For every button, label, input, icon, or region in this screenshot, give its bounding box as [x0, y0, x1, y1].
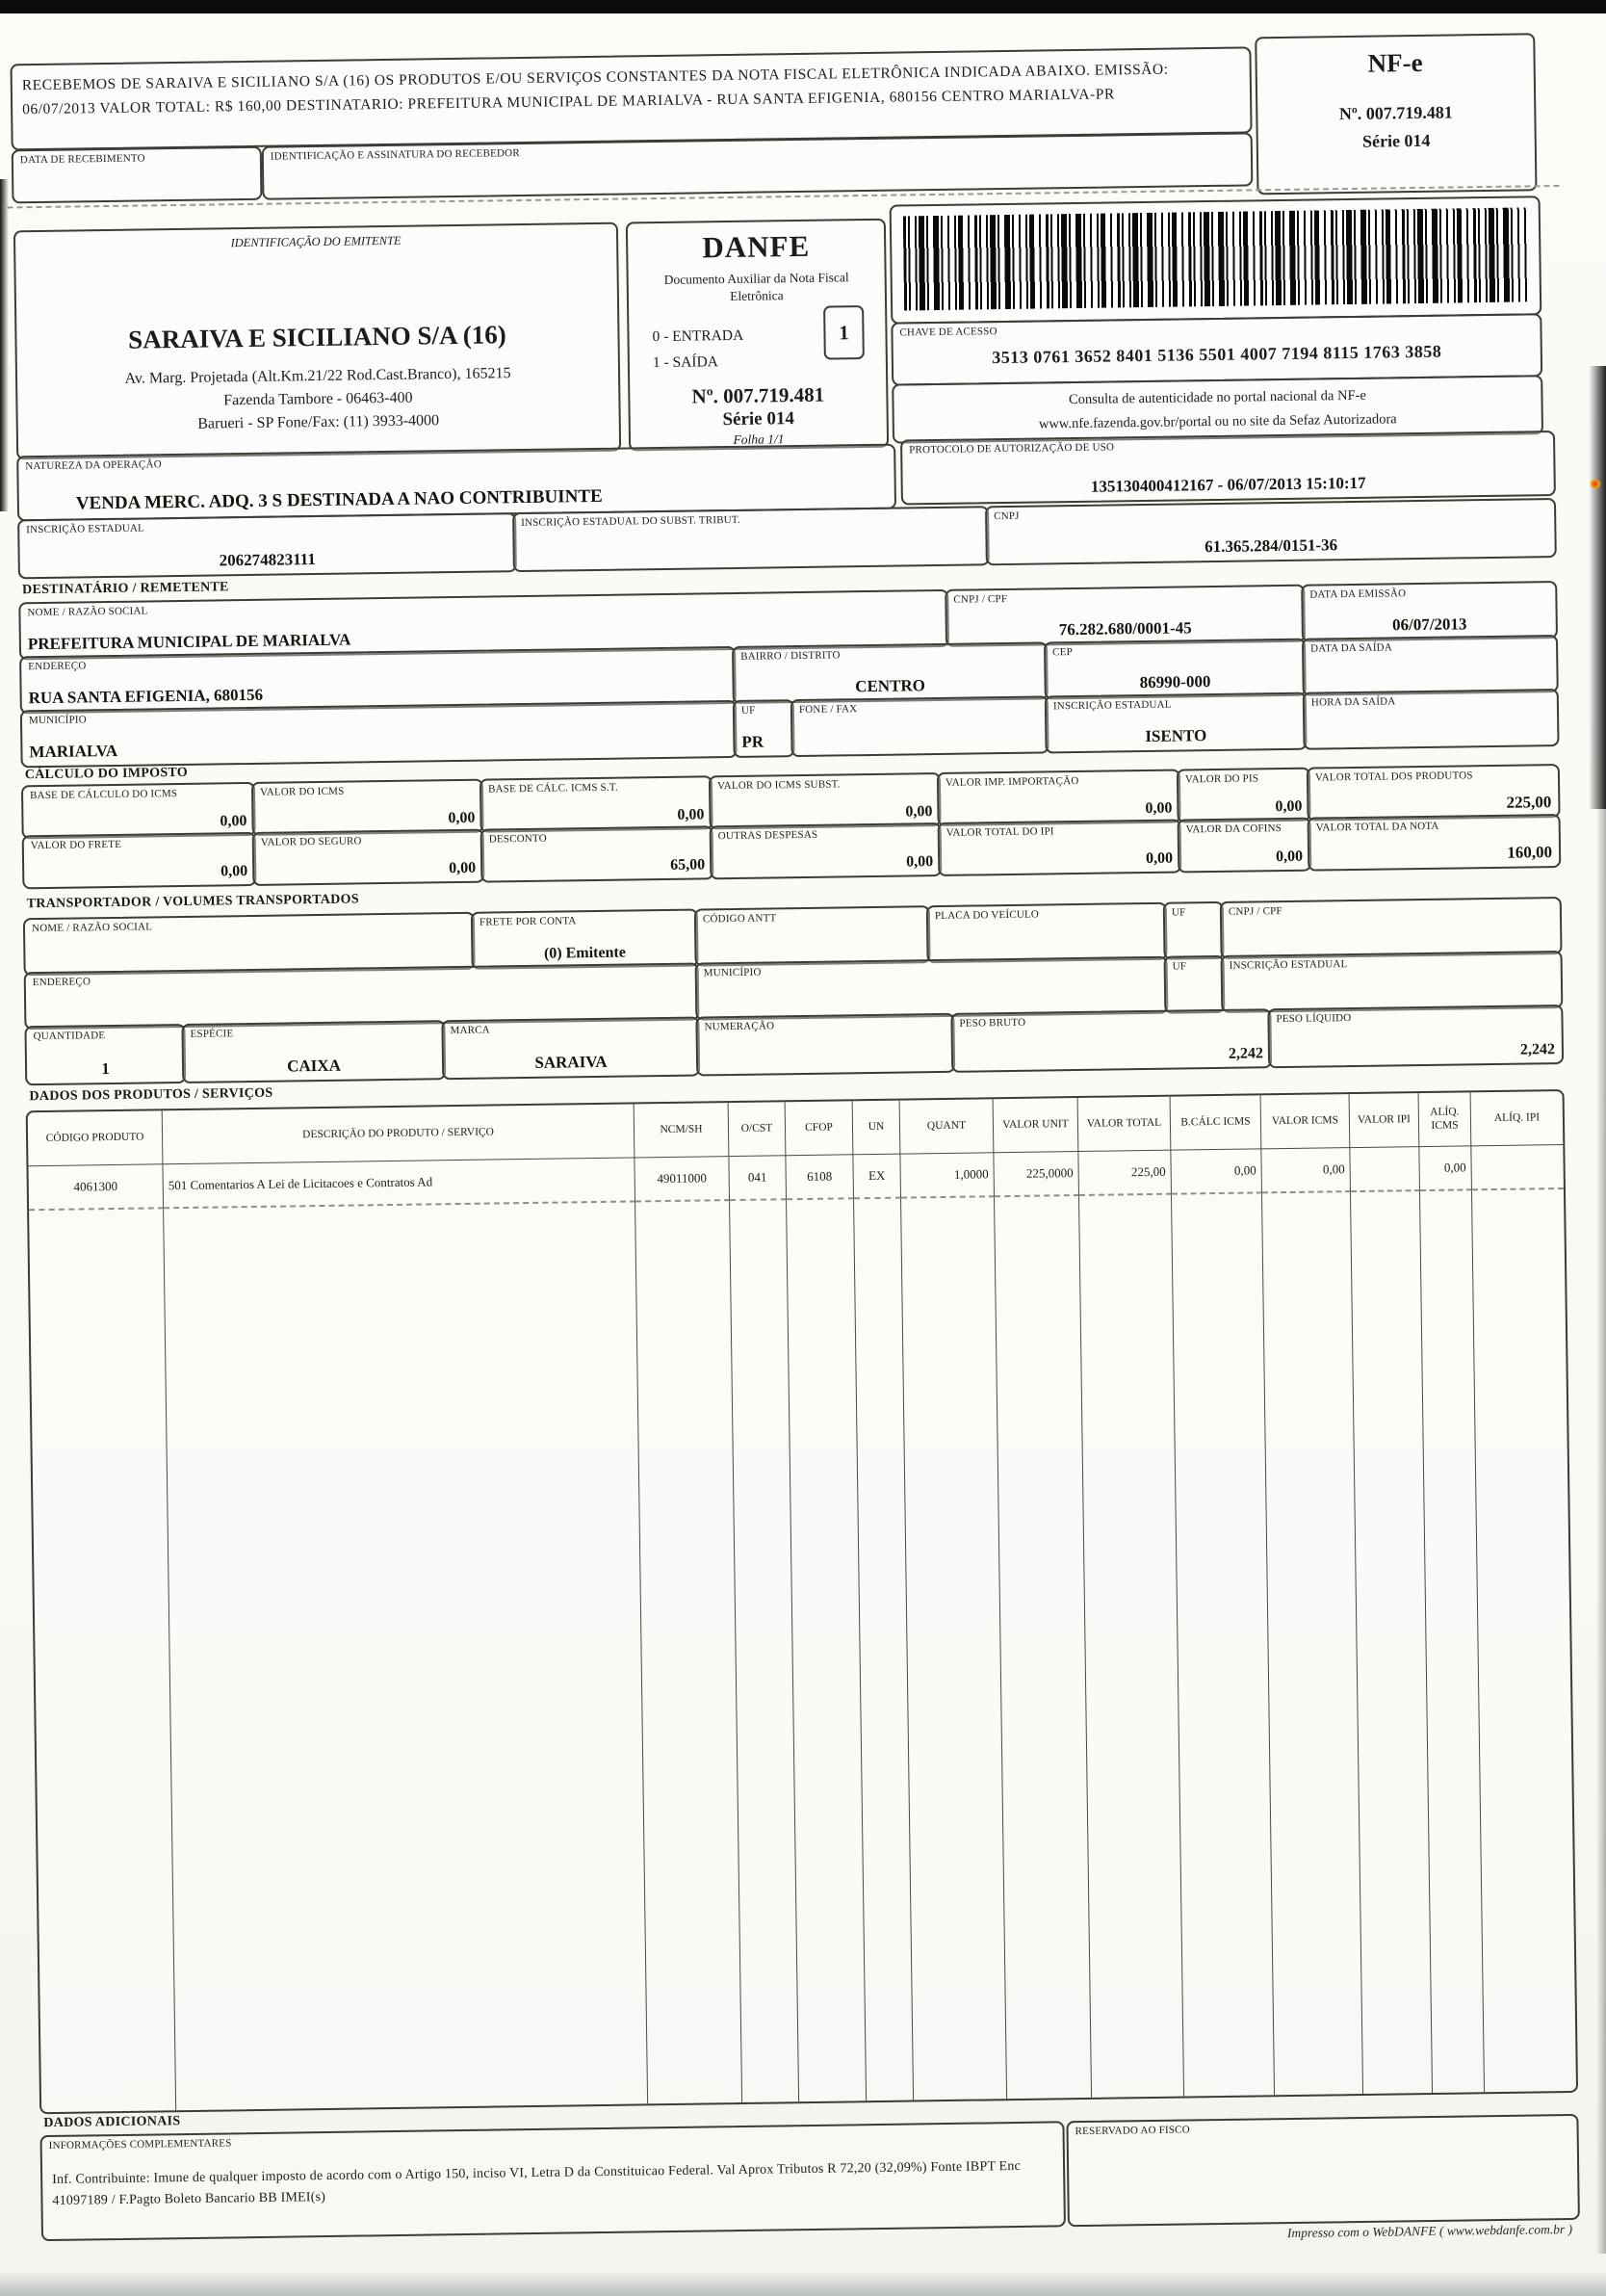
- field-value: 2,242: [1228, 1045, 1264, 1062]
- empty-column: [1262, 1192, 1363, 2095]
- field-label: PLACA DO VEÍCULO: [934, 908, 1040, 923]
- field-label: BAIRRO / DISTRITO: [740, 649, 841, 663]
- emitter-section-label: IDENTIFICAÇÃO DO EMITENTE: [230, 233, 402, 250]
- column-header: O/CST: [729, 1102, 787, 1157]
- empty-column: [1351, 1191, 1433, 2094]
- danfe-sheet: Folha 1/1: [733, 431, 785, 447]
- complementary-info-text: Inf. Contribuinte: Imune de qualquer imposto de acordo com o Artigo 150, inciso VI, Letra D da Constituicao Federal. Val Aprox Tributos R 72,20 (32,09%) Fonte IBPT Enc 41097189 / F.Pagto Boleto Bancario BB IMEI(s): [52, 2158, 1022, 2208]
- field-label: MUNICÍPIO: [28, 714, 87, 727]
- field-label: VALOR TOTAL DO IPI: [945, 825, 1054, 839]
- field-label: UF: [1172, 960, 1187, 973]
- field-label: DATA DE RECEBIMENTO: [19, 152, 145, 167]
- emitter-box: [13, 222, 621, 460]
- complementary-info-box: [40, 2121, 1066, 2241]
- product-cell-descricao: 501 Comentarios A Lei de Licitacoes e Contratos Ad: [163, 1158, 635, 1209]
- transport-section-label: TRANSPORTADOR / VOLUMES TRANSPORTADOS: [26, 892, 359, 912]
- field-label: RESERVADO AO FISCO: [1075, 2124, 1190, 2138]
- danfe-box: [626, 219, 889, 452]
- scan-bottom-edge: [0, 2271, 1606, 2296]
- column-header: VALOR TOTAL: [1078, 1097, 1172, 1152]
- nfe-number: Nº. 007.719.481: [1338, 102, 1453, 124]
- field-value: 0,00: [449, 859, 477, 877]
- empty-column: [29, 1209, 176, 2112]
- product-cell-valor-ipi: [1350, 1147, 1420, 1192]
- printed-with-footer: Impresso com o WebDANFE ( www.webdanfe.com.br ): [1286, 2221, 1573, 2241]
- field-value: CAIXA: [287, 1056, 342, 1076]
- danfe-exit-option: 1 - SAÍDA: [652, 353, 719, 372]
- field-label: DATA DA EMISSÃO: [1309, 587, 1407, 601]
- field-label: DATA DA SAÍDA: [1310, 641, 1393, 655]
- field-marca: [441, 1016, 700, 1080]
- field-dest-cnpj: [945, 585, 1306, 647]
- field-dest-municipio: [20, 700, 738, 768]
- field-value: 76.282.680/0001-45: [1058, 618, 1192, 639]
- tax-section-label: CÁLCULO DO IMPOSTO: [24, 765, 189, 783]
- danfe-entry-option: 0 - ENTRADA: [652, 326, 744, 346]
- field-value: 135130400412167 - 06/07/2013 15:10:17: [1090, 473, 1366, 496]
- field-valor-icms: [251, 779, 484, 836]
- field-valor-cofins: [1178, 818, 1312, 874]
- field-protocolo-autorizacao: [900, 430, 1556, 505]
- field-label: NOME / RAZÃO SOCIAL: [27, 605, 148, 619]
- field-dest-bairro: [732, 641, 1049, 704]
- field-value: PREFEITURA MUNICIPAL DE MARIALVA: [27, 630, 351, 654]
- field-value: 0,00: [220, 863, 248, 880]
- field-base-calculo-icms: [21, 782, 256, 839]
- column-header: ALÍQ. IPI: [1471, 1091, 1564, 1146]
- barcode-icon: [903, 207, 1528, 310]
- empty-column: [1472, 1189, 1576, 2092]
- consult-line1: Consulta de autenticidade no portal nacional da NF-e: [1068, 387, 1366, 408]
- field-label: VALOR TOTAL DA NOTA: [1315, 820, 1439, 834]
- product-cell-codigo: 4061300: [28, 1164, 164, 1211]
- empty-column: [164, 1202, 648, 2110]
- field-label: CNPJ / CPF: [953, 592, 1008, 606]
- field-label: UF: [1171, 906, 1186, 919]
- product-cell-aliq-ipi: [1471, 1145, 1564, 1190]
- field-value: 0,00: [677, 806, 705, 823]
- field-value: 65,00: [670, 856, 706, 874]
- column-header: UN: [853, 1101, 901, 1156]
- column-header: B.CÁLC ICMS: [1171, 1095, 1262, 1150]
- product-cell-ncm: 49011000: [635, 1157, 730, 1202]
- field-valor-seguro: [252, 829, 485, 886]
- field-label: MARCA: [450, 1024, 490, 1037]
- field-value: 0,00: [1275, 848, 1304, 866]
- field-value: 2,242: [1519, 1041, 1556, 1058]
- field-label: DESCONTO: [488, 832, 547, 846]
- consult-line2: www.nfe.fazenda.gov.br/portal ou no site da Sefaz Autorizadora: [1038, 411, 1397, 432]
- field-value: MARIALVA: [29, 741, 118, 762]
- field-label: CHAVE DE ACESSO: [899, 326, 997, 339]
- danfe-entry-exit-options: [652, 323, 743, 377]
- field-valor-icms-subst: [709, 772, 942, 829]
- emitter-address-line2: Fazenda Tambore - 06463-400: [223, 389, 413, 409]
- field-dest-uf: [733, 699, 795, 758]
- column-header: NCM/SH: [635, 1103, 730, 1158]
- field-peso-bruto: [950, 1008, 1272, 1073]
- field-value: (0) Emitente: [543, 944, 626, 962]
- field-transp-cnpj: [1220, 897, 1563, 959]
- field-label: VALOR DO SEGURO: [260, 835, 362, 848]
- field-label: QUANTIDADE: [33, 1030, 106, 1043]
- field-outras-despesas: [710, 822, 943, 879]
- field-value: 225,00: [1506, 793, 1552, 812]
- scan-right-edge: [1589, 366, 1606, 809]
- field-label: CNPJ / CPF: [1228, 905, 1282, 918]
- field-valor-pis: [1177, 768, 1311, 823]
- field-base-calc-icms-st: [479, 775, 713, 832]
- field-label: ESPÉCIE: [190, 1028, 234, 1040]
- column-header: CFOP: [786, 1101, 854, 1156]
- field-label: CEP: [1052, 646, 1073, 659]
- field-cnpj-emitente: [985, 498, 1557, 565]
- field-label: INSCRIÇÃO ESTADUAL DO SUBST. TRIBUT.: [521, 513, 741, 530]
- field-label: ENDEREÇO: [32, 976, 91, 989]
- field-peso-liquido: [1267, 1004, 1564, 1068]
- field-data-saida: [1302, 635, 1559, 696]
- danfe-type-indicator: 1: [823, 305, 865, 360]
- field-valor-total-produtos: [1307, 764, 1561, 822]
- nfe-number-box: [1255, 33, 1537, 195]
- scan-left-edge: [0, 179, 9, 511]
- product-cell-cst: 041: [729, 1156, 787, 1201]
- field-value: 61.365.284/0151-36: [1204, 535, 1338, 557]
- field-label: INSCRIÇÃO ESTADUAL: [1229, 958, 1348, 972]
- field-label: OUTRAS DESPESAS: [717, 828, 818, 843]
- emitter-address-line1: Av. Marg. Projetada (Alt.Km.21/22 Rod.Cast.Branco), 165215: [124, 365, 511, 387]
- field-value: RUA SANTA EFIGENIA, 680156: [28, 685, 264, 708]
- field-value: CENTRO: [855, 676, 926, 696]
- field-value: 1: [101, 1059, 110, 1079]
- field-data-recebimento: [12, 146, 263, 204]
- field-transp-inscricao-estadual: [1221, 951, 1564, 1013]
- field-value: 0,00: [1275, 797, 1303, 816]
- nfe-title: NF-e: [1367, 47, 1423, 78]
- field-label: VALOR TOTAL DOS PRODUTOS: [1314, 770, 1473, 784]
- field-value: 86990-000: [1139, 672, 1211, 692]
- empty-column: [995, 1196, 1092, 2099]
- field-data-emissao: [1301, 581, 1558, 642]
- field-hora-saida: [1303, 689, 1560, 750]
- field-label: NOME / RAZÃO SOCIAL: [31, 921, 153, 935]
- field-label: FONE / FAX: [798, 703, 858, 717]
- field-value: [522, 560, 981, 566]
- field-label: ENDEREÇO: [28, 660, 87, 673]
- field-label: INSCRIÇÃO ESTADUAL: [26, 522, 145, 536]
- field-value: [800, 748, 1041, 751]
- product-cell-valor-icms: 0,00: [1261, 1148, 1351, 1193]
- field-label: MUNICÍPIO: [703, 966, 762, 979]
- field-value: [1311, 741, 1550, 744]
- field-value: [1173, 953, 1216, 954]
- field-value: VENDA MERC. ADQ. 3 S DESTINADA A NAO CONTRIBUINTE: [75, 485, 603, 514]
- field-label: PROTOCOLO DE AUTORIZAÇÃO DE USO: [909, 441, 1115, 457]
- field-dest-cep: [1044, 639, 1307, 700]
- field-label: VALOR IMP. IMPORTAÇÃO: [945, 774, 1079, 789]
- additional-section-label: DADOS ADICIONAIS: [43, 2114, 181, 2131]
- field-label: CÓDIGO ANTT: [702, 912, 777, 926]
- field-value: PR: [741, 732, 764, 751]
- column-header: ALÍQ. ICMS: [1419, 1092, 1472, 1147]
- danfe-number: Nº. 007.719.481: [691, 382, 825, 408]
- field-transp-uf2: [1164, 955, 1226, 1014]
- column-header: VALOR UNIT: [994, 1098, 1079, 1153]
- field-value: [705, 1067, 946, 1071]
- field-value: 0,00: [220, 813, 247, 830]
- barcode-box: [890, 196, 1542, 324]
- field-placa-veiculo: [926, 902, 1168, 963]
- field-transp-uf1: [1163, 901, 1225, 960]
- empty-column: [901, 1197, 1007, 2100]
- products-section-label: DADOS DOS PRODUTOS / SERVIÇOS: [29, 1085, 273, 1105]
- receipt-statement: RECEBEMOS DE SARAIVA E SICILIANO S/A (16) OS PRODUTOS E/OU SERVIÇOS CONSTANTES DA NOTA FISCAL ELETRÔNICA INDICADA ABAIXO. EMISSÃO: 06/07/2013 VALOR TOTAL: R$ 160,00 DESTINATARIO: PREFEITURA MUNICIPAL DE MARIALVA - RUA SANTA EFIGENIA, 680156 CENTRO MARIALVA-PR: [21, 61, 1169, 118]
- field-especie: [181, 1020, 446, 1083]
- products-table: [26, 1089, 1578, 2114]
- field-label: VALOR DO FRETE: [30, 838, 122, 852]
- field-label: CNPJ: [994, 509, 1020, 523]
- product-cell-quant: 1,0000: [900, 1153, 995, 1198]
- field-valor-total-nota: [1308, 814, 1562, 872]
- column-header: DESCRIÇÃO DO PRODUTO / SERVIÇO: [163, 1104, 635, 1164]
- field-numeracao: [695, 1013, 955, 1077]
- access-key-value: 3513 0761 3652 8401 5136 5501 4007 7194 8115 1763 3858: [992, 341, 1442, 368]
- empty-column: [1172, 1193, 1275, 2096]
- recipient-section-label: DESTINATÁRIO / REMETENTE: [22, 580, 229, 598]
- emitter-address: [17, 361, 619, 439]
- field-value: 0,00: [905, 803, 933, 821]
- empty-column: [787, 1199, 867, 2101]
- field-value: [1173, 1007, 1216, 1008]
- product-cell-un: EX: [853, 1155, 901, 1200]
- field-desconto: [480, 825, 714, 882]
- field-valor-total-ipi: [938, 819, 1182, 876]
- field-label: IDENTIFICAÇÃO E ASSINATURA DO RECEBEDOR: [270, 147, 520, 163]
- emitter-name: SARAIVA E SICILIANO S/A (16): [127, 320, 506, 354]
- field-label: UF: [740, 704, 756, 717]
- field-value: ISENTO: [1145, 726, 1207, 746]
- scan-artifact: [1590, 480, 1601, 488]
- field-frete-por-conta: [471, 909, 699, 970]
- column-header: VALOR ICMS: [1261, 1094, 1351, 1149]
- field-label: VALOR DA COFINS: [1185, 822, 1282, 836]
- column-header: VALOR IPI: [1350, 1093, 1420, 1148]
- field-value: SARAIVA: [534, 1052, 608, 1072]
- consult-text: [894, 381, 1541, 439]
- field-value: 160,00: [1507, 843, 1553, 862]
- scan-right-edge-faint: [1596, 809, 1606, 2254]
- field-label: INSCRIÇÃO ESTADUAL: [1052, 698, 1172, 713]
- field-value: 0,00: [1146, 849, 1174, 868]
- danfe-subtitle: Documento Auxiliar da Nota Fiscal Eletrônica: [663, 270, 849, 303]
- field-value: 0,00: [906, 853, 934, 871]
- field-label: PESO BRUTO: [959, 1016, 1026, 1030]
- field-inscricao-estadual: [17, 512, 517, 579]
- column-header: CÓDIGO PRODUTO: [28, 1110, 164, 1166]
- emitter-address-line3: Barueri - SP Fone/Fax: (11) 3933-4000: [197, 412, 440, 432]
- danfe-series: Série 014: [722, 408, 795, 430]
- product-cell-aliq-icms: 0,00: [1419, 1146, 1472, 1191]
- column-header: QUANT: [900, 1099, 995, 1154]
- field-label: NUMERAÇÃO: [704, 1020, 775, 1033]
- field-value: 06/07/2013: [1391, 614, 1467, 635]
- field-label: PESO LÍQUIDO: [1276, 1012, 1352, 1026]
- field-inscricao-estadual-subst: [512, 506, 990, 572]
- field-label: VALOR DO ICMS: [259, 785, 345, 798]
- field-dest-inscricao-estadual: [1045, 692, 1308, 754]
- product-cell-cfop: 6108: [786, 1155, 854, 1200]
- field-value: 0,00: [448, 809, 476, 827]
- field-label: FRETE POR CONTA: [479, 915, 577, 928]
- field-label: BASE DE CÁLC. ICMS S.T.: [487, 781, 619, 796]
- field-codigo-antt: [694, 905, 931, 966]
- empty-column: [1079, 1195, 1184, 2098]
- empty-column: [635, 1201, 742, 2103]
- field-label: BASE DE CÁLCULO DO ICMS: [30, 788, 178, 802]
- field-valor-imp-importacao: [937, 769, 1181, 826]
- field-valor-frete: [22, 832, 257, 889]
- field-label: VALOR DO ICMS SUBST.: [716, 778, 841, 793]
- reserved-fisco-box: [1066, 2114, 1579, 2227]
- field-label: INFORMAÇÕES COMPLEMENTARES: [48, 2137, 232, 2152]
- field-value: 206274823111: [219, 550, 316, 570]
- access-key-box: [891, 313, 1542, 385]
- field-quantidade: [24, 1024, 186, 1085]
- field-value: 0,00: [1145, 799, 1173, 818]
- product-cell-valor-unit: 225,0000: [994, 1152, 1079, 1197]
- field-dest-fone: [790, 695, 1049, 757]
- nfe-series: Série 014: [1361, 130, 1431, 151]
- field-label: HORA DA SAÍDA: [1310, 695, 1396, 709]
- field-label: NATUREZA DA OPERAÇÃO: [25, 458, 162, 473]
- product-cell-valor-total: 225,00: [1078, 1151, 1172, 1196]
- danfe-title: DANFE: [702, 228, 811, 265]
- product-cell-bcalc-icms: 0,00: [1171, 1149, 1262, 1194]
- field-label: VALOR DO PIS: [1184, 772, 1259, 786]
